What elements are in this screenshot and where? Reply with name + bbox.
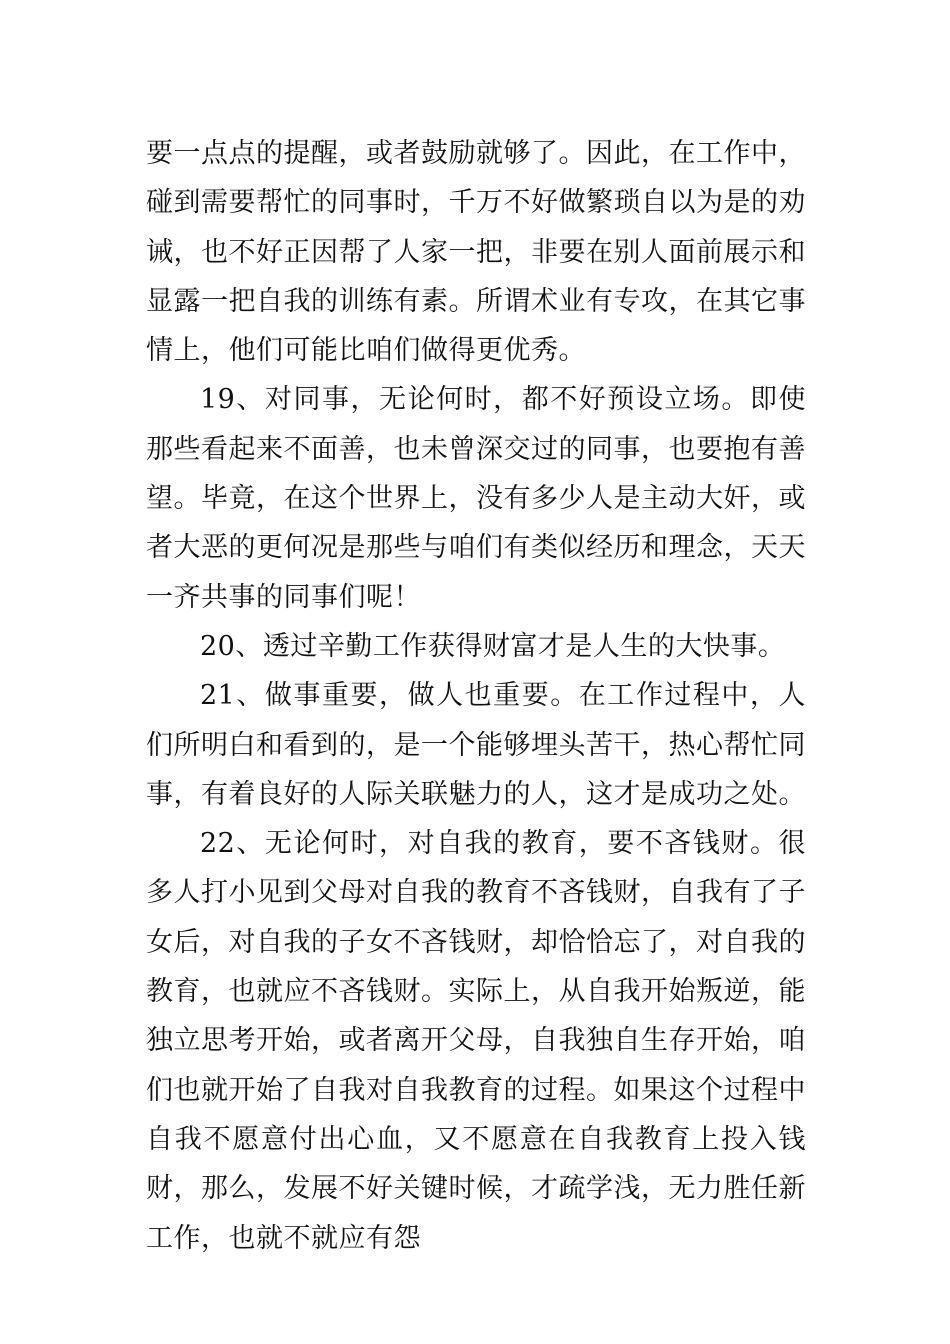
paragraph-item-20: 20、透过辛勤工作获得财富才是人生的大快事。	[200, 630, 786, 662]
paragraph-item-21: 21、做事重要，做人也重要。在工作过程中，人们所明白和看到的，是一个能够埋头苦干，热心帮忙同事，有着良好的人际关联魅力的人，这才是成功之处。	[146, 680, 806, 810]
paragraph-item-19: 19、对同事，无论何时，都不好预设立场。即使那些看起来不面善，也未曾深交过的同事，也要抱有善望。毕竟，在这个世界上，没有多少人是主动大奸，或者大恶的更何况是那些与咱们有类似经历和理念，天天一齐共事的同事们呢！	[146, 384, 806, 613]
document-body	[146, 129, 806, 1263]
paragraph-continuation: 要一点点的提醒，或者鼓励就够了。因此，在工作中，碰到需要帮忙的同事时，千万不好做繁琐自以为是的劝诫，也不好正因帮了人家一把，非要在别人面前展示和显露一把自我的训练有素。所谓术业有专攻，在其它事情上，他们可能比咱们做得更优秀。	[146, 138, 806, 367]
paragraph-item-22: 22、无论何时，对自我的教育，要不吝钱财。很多人打小见到父母对自我的教育不吝钱财，自我有了子女后，对自我的子女不吝钱财，却恰恰忘了，对自我的教育，也就应不吝钱财。实际上，从自我开始叛逆，能独立思考开始，或者离开父母，自我独自生存开始，咱们也就开始了自我对自我教育的过程。如果这个过程中自我不愿意付出心血，又不愿意在自我教育上投入钱财，那么，发展不好关键时候，才疏学浅，无力胜任新工作，也就不就应有怨	[146, 828, 806, 1254]
